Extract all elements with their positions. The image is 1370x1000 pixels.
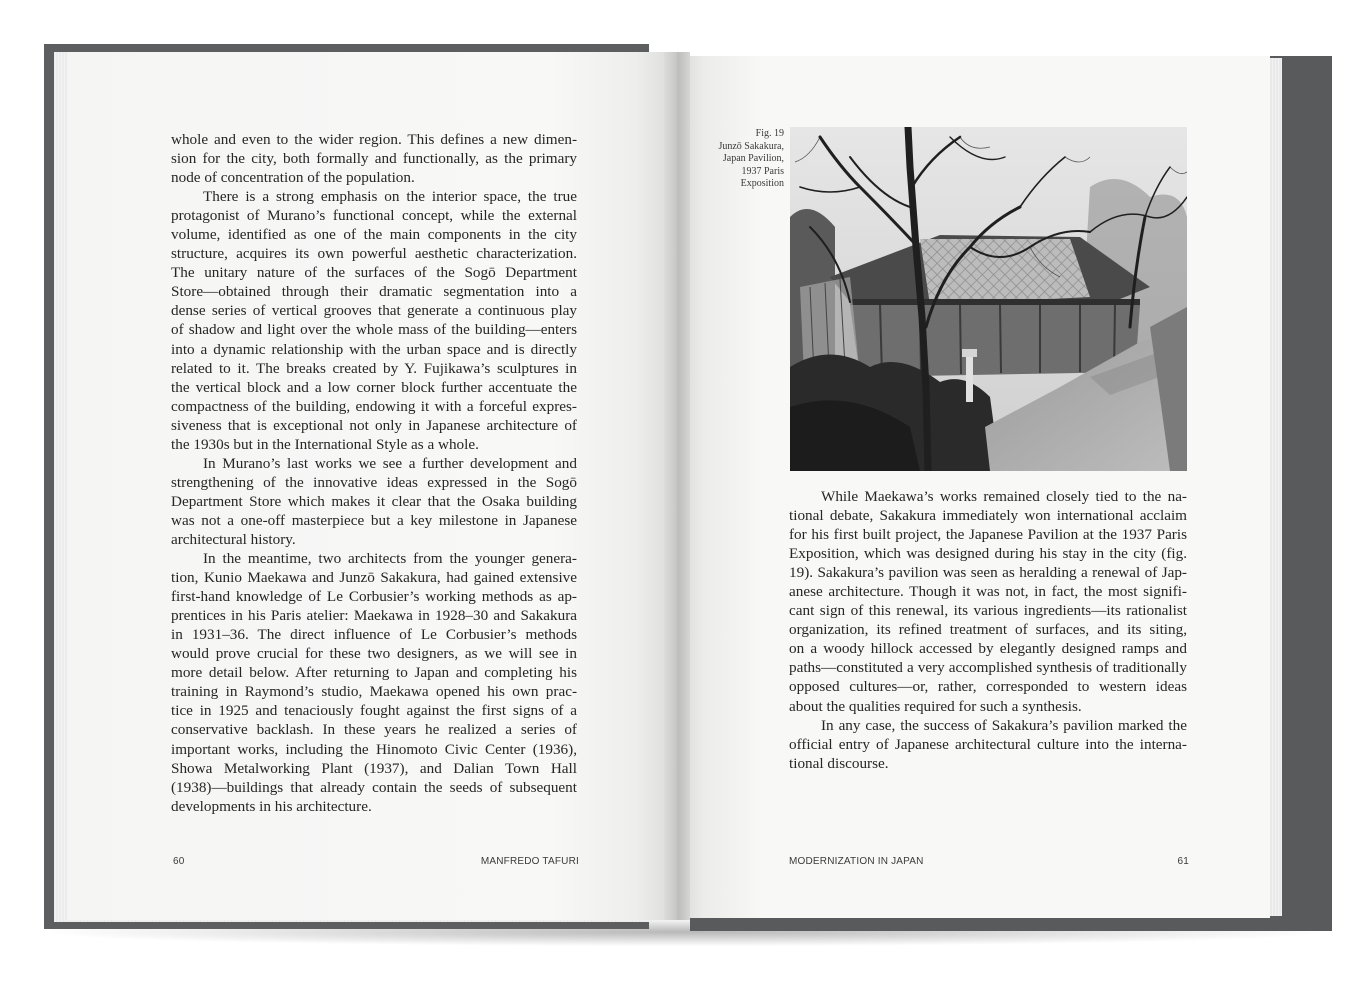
body-line: on a woody hillock accessed by elegantly designed ramps and — [789, 640, 1187, 658]
body-line: Showa Metalworking Plant (1937), and Dalian Town Hall — [171, 759, 577, 777]
body-line: Exposition, which was designed during his stay in the city (fig. — [789, 545, 1187, 563]
body-line: first-hand knowledge of Le Corbusier’s working methods as ap- — [171, 588, 577, 606]
body-line: opposed cultures—or, rather, corresponded to western ideas — [789, 678, 1187, 696]
right-page-body — [789, 487, 1187, 773]
left-page-body — [171, 130, 577, 816]
body-line: protagonist of Murano’s functional concept, while the external — [171, 207, 577, 225]
body-line: structure, acquires its own powerful aesthetic characterization. — [171, 245, 577, 263]
pavilion-photograph — [790, 127, 1187, 471]
caption-line: Junzō Sakakura, — [718, 140, 784, 152]
caption-line: Exposition — [740, 178, 784, 190]
body-line: The unitary nature of the surfaces of the Sogō Department — [171, 264, 577, 282]
body-line: more detail below. After returning to Japan and completing his — [171, 664, 577, 682]
body-line: related to it. The breaks created by Y. Fujikawa’s sculptures in — [171, 359, 577, 377]
body-line: paths—constituted a very accomplished synthesis of traditionally — [789, 659, 1187, 677]
running-head-left: MANFREDO TAFURI — [480, 856, 579, 867]
body-line: whole and even to the wider region. This defines a new dimen- — [171, 131, 577, 148]
body-line: about the qualities required for such a synthesis. — [789, 697, 1082, 715]
body-line: was not a one-off masterpiece but a key milestone in Japanese — [171, 511, 577, 529]
body-line: tion, Kunio Maekawa and Junzō Sakakura, had gained extensive — [171, 569, 577, 587]
body-line: compactness of the building, endowing it with a forceful expres- — [171, 397, 577, 415]
body-line: tional discourse. — [789, 754, 889, 772]
body-line: siveness that is exceptional not only in Japanese architecture of — [171, 416, 577, 434]
body-line: prentices in his Paris atelier: Maekawa in 1928–30 and Sakakura — [171, 607, 577, 625]
body-line: anese architecture. Though it was not, in fact, the most signifi- — [789, 583, 1187, 601]
body-line: important works, including the Hinomoto Civic Center (1936), — [171, 740, 577, 758]
body-line: dense series of vertical grooves that generate a continuous play — [171, 302, 577, 320]
body-line: the 1930s but in the International Style as a whole. — [171, 435, 479, 453]
body-line: sion for the city, both formally and functionally, as the primary — [171, 150, 577, 168]
caption-line: Japan Pavilion, — [722, 153, 784, 165]
body-line: tional debate, Sakakura immediately won international acclaim — [789, 507, 1187, 525]
body-line: Department Store which makes it clear that the Osaka building — [171, 492, 577, 510]
body-line: for his first built project, the Japanese Pavilion at the 1937 Paris — [789, 526, 1187, 544]
body-line: In any case, the success of Sakakura’s pavilion marked the — [821, 716, 1187, 734]
figure-caption — [688, 128, 784, 191]
body-line: in 1931–36. The direct influence of Le Corbusier’s methods — [171, 626, 577, 644]
body-line: organization, its refined treatment of surfaces, and its siting, — [789, 621, 1187, 639]
page-number-right: 61 — [1177, 856, 1189, 867]
body-line: (1938)—buildings that already contain the seeds of subsequent — [171, 778, 577, 796]
book-gutter — [664, 52, 690, 920]
body-line: volume, identified as one of the main components in the city — [171, 226, 577, 244]
body-line: official entry of Japanese architectural culture into the interna- — [789, 735, 1187, 753]
body-line: 19). Sakakura’s pavilion was seen as heralding a renewal of Jap- — [789, 564, 1187, 582]
body-line: training in Raymond’s studio, Maekawa opened his own prac- — [171, 683, 577, 701]
page-number-left: 60 — [173, 856, 185, 867]
body-line: cant sign of this renewal, its various ingredients—its rationalist — [789, 602, 1187, 620]
body-line: node of concentration of the population. — [171, 169, 415, 187]
caption-line: Fig. 19 — [755, 128, 784, 139]
body-line: In Murano’s last works we see a further development and — [203, 454, 577, 472]
body-line: would prove crucial for these two designers, as we will see in — [171, 645, 577, 663]
body-line: While Maekawa’s works remained closely tied to the na- — [821, 488, 1187, 505]
body-line: the vertical block and a low corner block further accentuate the — [171, 378, 577, 396]
body-line: There is a strong emphasis on the interior space, the true — [203, 188, 577, 206]
body-line: into a dynamic relationship with the urban space and is directly — [171, 340, 577, 358]
caption-line: 1937 Paris — [741, 165, 784, 177]
body-line: architectural history. — [171, 530, 296, 548]
body-line: Store—obtained through their dramatic segmentation into a — [171, 283, 577, 301]
body-line: tice in 1925 and tenaciously fought against the first signs of a — [171, 702, 577, 720]
body-line: strengthening of the innovative ideas expressed in the Sogō — [171, 473, 577, 491]
running-head-right: MODERNIZATION IN JAPAN — [789, 856, 924, 867]
body-line: In the meantime, two architects from the younger genera- — [203, 550, 577, 568]
body-line: of shadow and light over the whole mass of the building—enters — [171, 321, 577, 339]
body-line: conservative backlash. In these years he realized a series of — [171, 721, 577, 739]
body-line: developments in his architecture. — [171, 797, 372, 815]
